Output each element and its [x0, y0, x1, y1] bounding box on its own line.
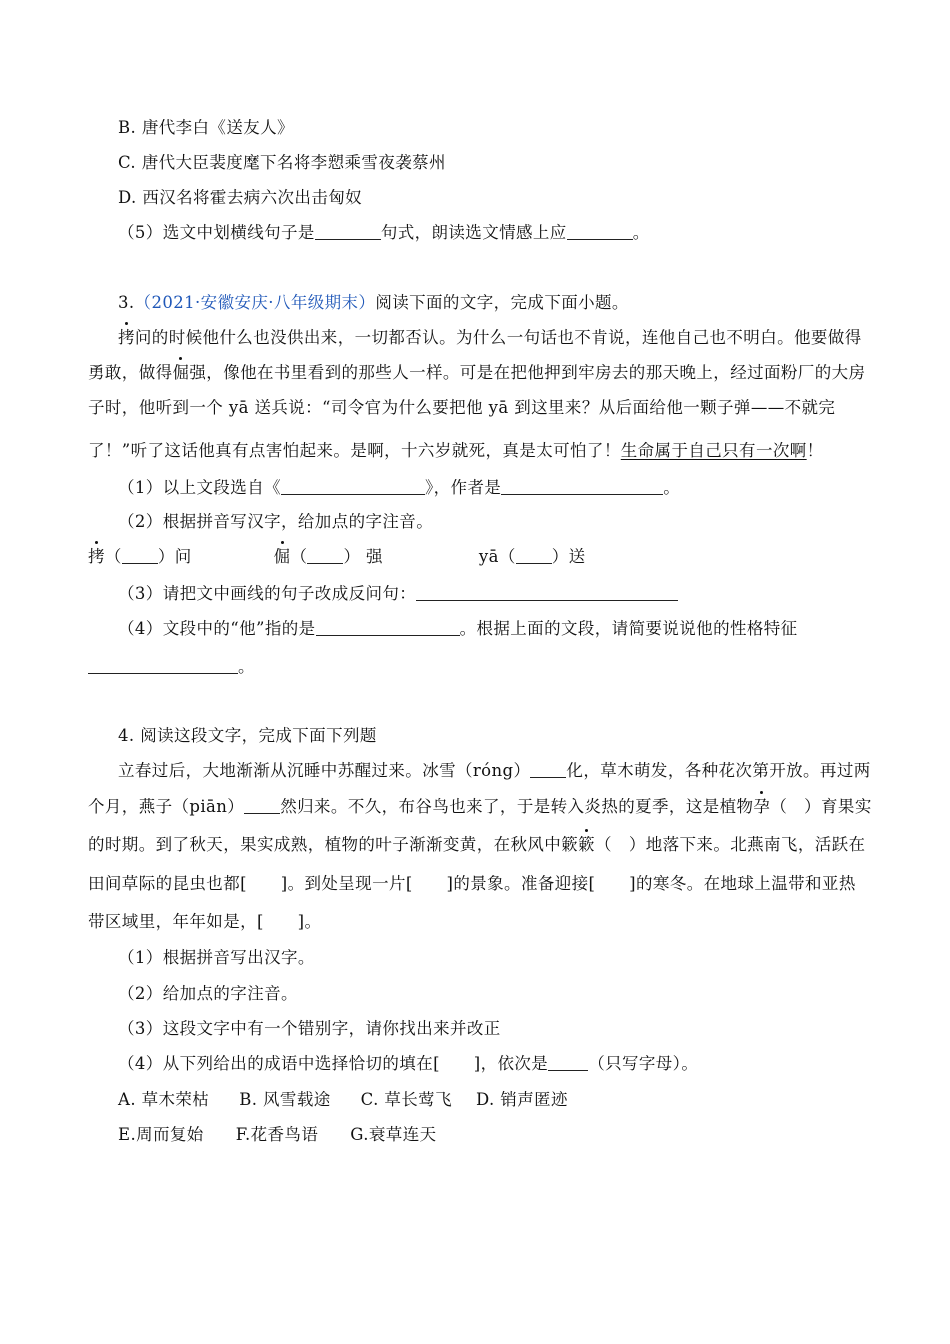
idiom-option: D. 销声匿迹 [475, 1090, 568, 1109]
paren: （ [498, 547, 516, 566]
q3-sub4 [118, 618, 866, 640]
idiom-option: G.衰草连天 [350, 1125, 437, 1144]
answer-blank[interactable] [416, 584, 678, 601]
question-text: （4）文段中的“他”指的是 [118, 619, 316, 638]
passage-text: ！ [806, 441, 824, 460]
pinyin: yā [478, 547, 499, 566]
question-text: 。 [238, 657, 255, 676]
question-text: 》，作者是 [425, 478, 502, 497]
question-text: （1）以上文段选自《 [118, 478, 281, 497]
question-text: （3）请把文中画线的句子改成反问句： [118, 584, 417, 603]
question-text: 。 [663, 478, 681, 497]
q3-passage-line2 [88, 362, 866, 384]
dotted-char: 倔 [273, 547, 291, 566]
q4-options-row2 [118, 1124, 866, 1146]
passage-text: 的时期。到了秋天，果实成熟，植物的叶子渐渐变黄，在秋风中簌 [88, 835, 579, 854]
passage-text: （ ）育果实 [770, 797, 872, 816]
q3-number: 3. [118, 293, 135, 312]
passage-text: 问的时候他什么也没供出来，一切都否认。为什么一句话也不肯说，连他自己也不明白。他要做得 [134, 328, 862, 347]
q2-option-d: D. 西汉名将霍去病六次出击匈奴 [118, 188, 363, 207]
answer-blank[interactable] [244, 797, 280, 814]
idiom-option: B. 风雪载途 [239, 1090, 331, 1109]
q3-source: （2021·安徽安庆·八年级期末） [134, 293, 376, 312]
answer-blank[interactable] [501, 478, 663, 495]
question-text: （只写字母）。 [588, 1054, 699, 1073]
answer-blank[interactable] [516, 547, 552, 564]
passage-text: 个月，燕子（piān） [88, 797, 245, 816]
idiom-option: E.周而复始 [118, 1125, 204, 1144]
passage-text: （ ）地落下来。北燕南飞，活跃在 [595, 835, 866, 854]
question-text: ）送 [551, 547, 586, 566]
question-text: （4）从下列给出的成语中选择恰切的填在[ ]，依次是 [118, 1054, 549, 1073]
q4-options-row1 [118, 1089, 866, 1111]
q3-passage-line1 [118, 327, 866, 349]
q4-heading: 4. 阅读这段文字，完成下面下列题 [118, 726, 377, 745]
answer-blank[interactable] [122, 547, 158, 564]
idiom-option: A. 草木荣枯 [118, 1090, 210, 1109]
dotted-char: 拷 [118, 328, 135, 347]
q4-passage-line5: 带区域里，年年如是，[ ]。 [88, 912, 322, 931]
q2-sub5-text-c: 。 [632, 223, 650, 242]
answer-blank[interactable] [88, 657, 238, 674]
idiom-option: C. 草长莺飞 [360, 1090, 452, 1109]
question-text: 。根据上面的文段，请简要说说他的性格特征 [459, 619, 798, 638]
q3-heading [118, 292, 866, 314]
paren: （ [104, 547, 122, 566]
q4-sub1: （1）根据拼音写出汉字。 [118, 948, 315, 967]
question-text: ）问 [157, 547, 192, 566]
dotted-char: 拷 [88, 547, 105, 566]
q4-sub3: （3）这段文字中有一个错别字，请你找出来并改正 [118, 1019, 501, 1038]
answer-blank[interactable] [567, 223, 633, 240]
q4-passage-line3 [88, 834, 866, 856]
dotted-char: 簌 [578, 835, 596, 854]
q3-prompt: 阅读下面的文字，完成下面小题。 [375, 293, 629, 312]
q3-sub4-cont [88, 656, 866, 678]
q3-sub1 [118, 477, 866, 499]
q2-sub5-text-b: 句式，朗读选文情感上应 [380, 223, 567, 242]
underlined-sentence: 生命属于自己只有一次啊 [620, 441, 807, 460]
dotted-char: 倔 [172, 363, 190, 382]
answer-blank[interactable] [530, 761, 566, 778]
passage-text: 立春过后，大地渐渐从沉睡中苏醒过来。冰雪（róng） [118, 761, 531, 780]
paren: （ [290, 547, 308, 566]
answer-blank[interactable] [307, 547, 343, 564]
passage-text: 化，草木萌发，各种花次第开放。再过两 [566, 761, 871, 780]
q4-sub2: （2）给加点的字注音。 [118, 984, 298, 1003]
q3-sub2: （2）根据拼音写汉字，给加点的字注音。 [118, 512, 434, 531]
dotted-char: 孕 [753, 797, 771, 816]
q3-passage-line3: 子时，他听到一个 yā 送兵说：“司令官为什么要把他 yā 到这里来？从后面给他一颗子弹——不就完 [88, 398, 836, 417]
answer-blank[interactable] [281, 478, 425, 495]
question-text: ） 强 [343, 547, 383, 566]
q4-sub4 [118, 1053, 866, 1075]
q2-option-b: B. 唐代李白《送友人》 [118, 118, 294, 137]
answer-blank[interactable] [315, 223, 381, 240]
passage-text: 了！”听了这话他真有点害怕起来。是啊，十六岁就死，真是太可怕了！ [88, 441, 621, 460]
idiom-option: F.花香鸟语 [235, 1125, 319, 1144]
q4-passage-line1 [118, 760, 871, 782]
q2-sub5 [118, 222, 866, 244]
passage-text: 勇敢，做得 [88, 363, 173, 382]
q4-passage-line4: 田间草际的昆虫也都[ ]。到处呈现一片[ ]的景象。准备迎接[ ]的寒冬。在地球上温带和亚热 [88, 874, 856, 893]
passage-text: 然归来。不久，布谷鸟也来了，于是转入炎热的夏季，这是植物 [280, 797, 754, 816]
passage-text: 强，像他在书里看到的那些人一样。可是在把他押到牢房去的那天晚上，经过面粉厂的大房 [189, 363, 866, 382]
answer-blank[interactable] [316, 619, 460, 636]
q3-pinyin-row [88, 546, 866, 568]
q4-passage-line2 [88, 796, 872, 818]
q3-passage-line4 [88, 440, 866, 462]
q2-option-c: C. 唐代大臣裴度麾下名将李愬乘雪夜袭蔡州 [118, 153, 446, 172]
answer-blank[interactable] [548, 1054, 588, 1071]
q2-sub5-text-a: （5）选文中划横线句子是 [118, 223, 315, 242]
q3-sub3 [118, 583, 866, 605]
